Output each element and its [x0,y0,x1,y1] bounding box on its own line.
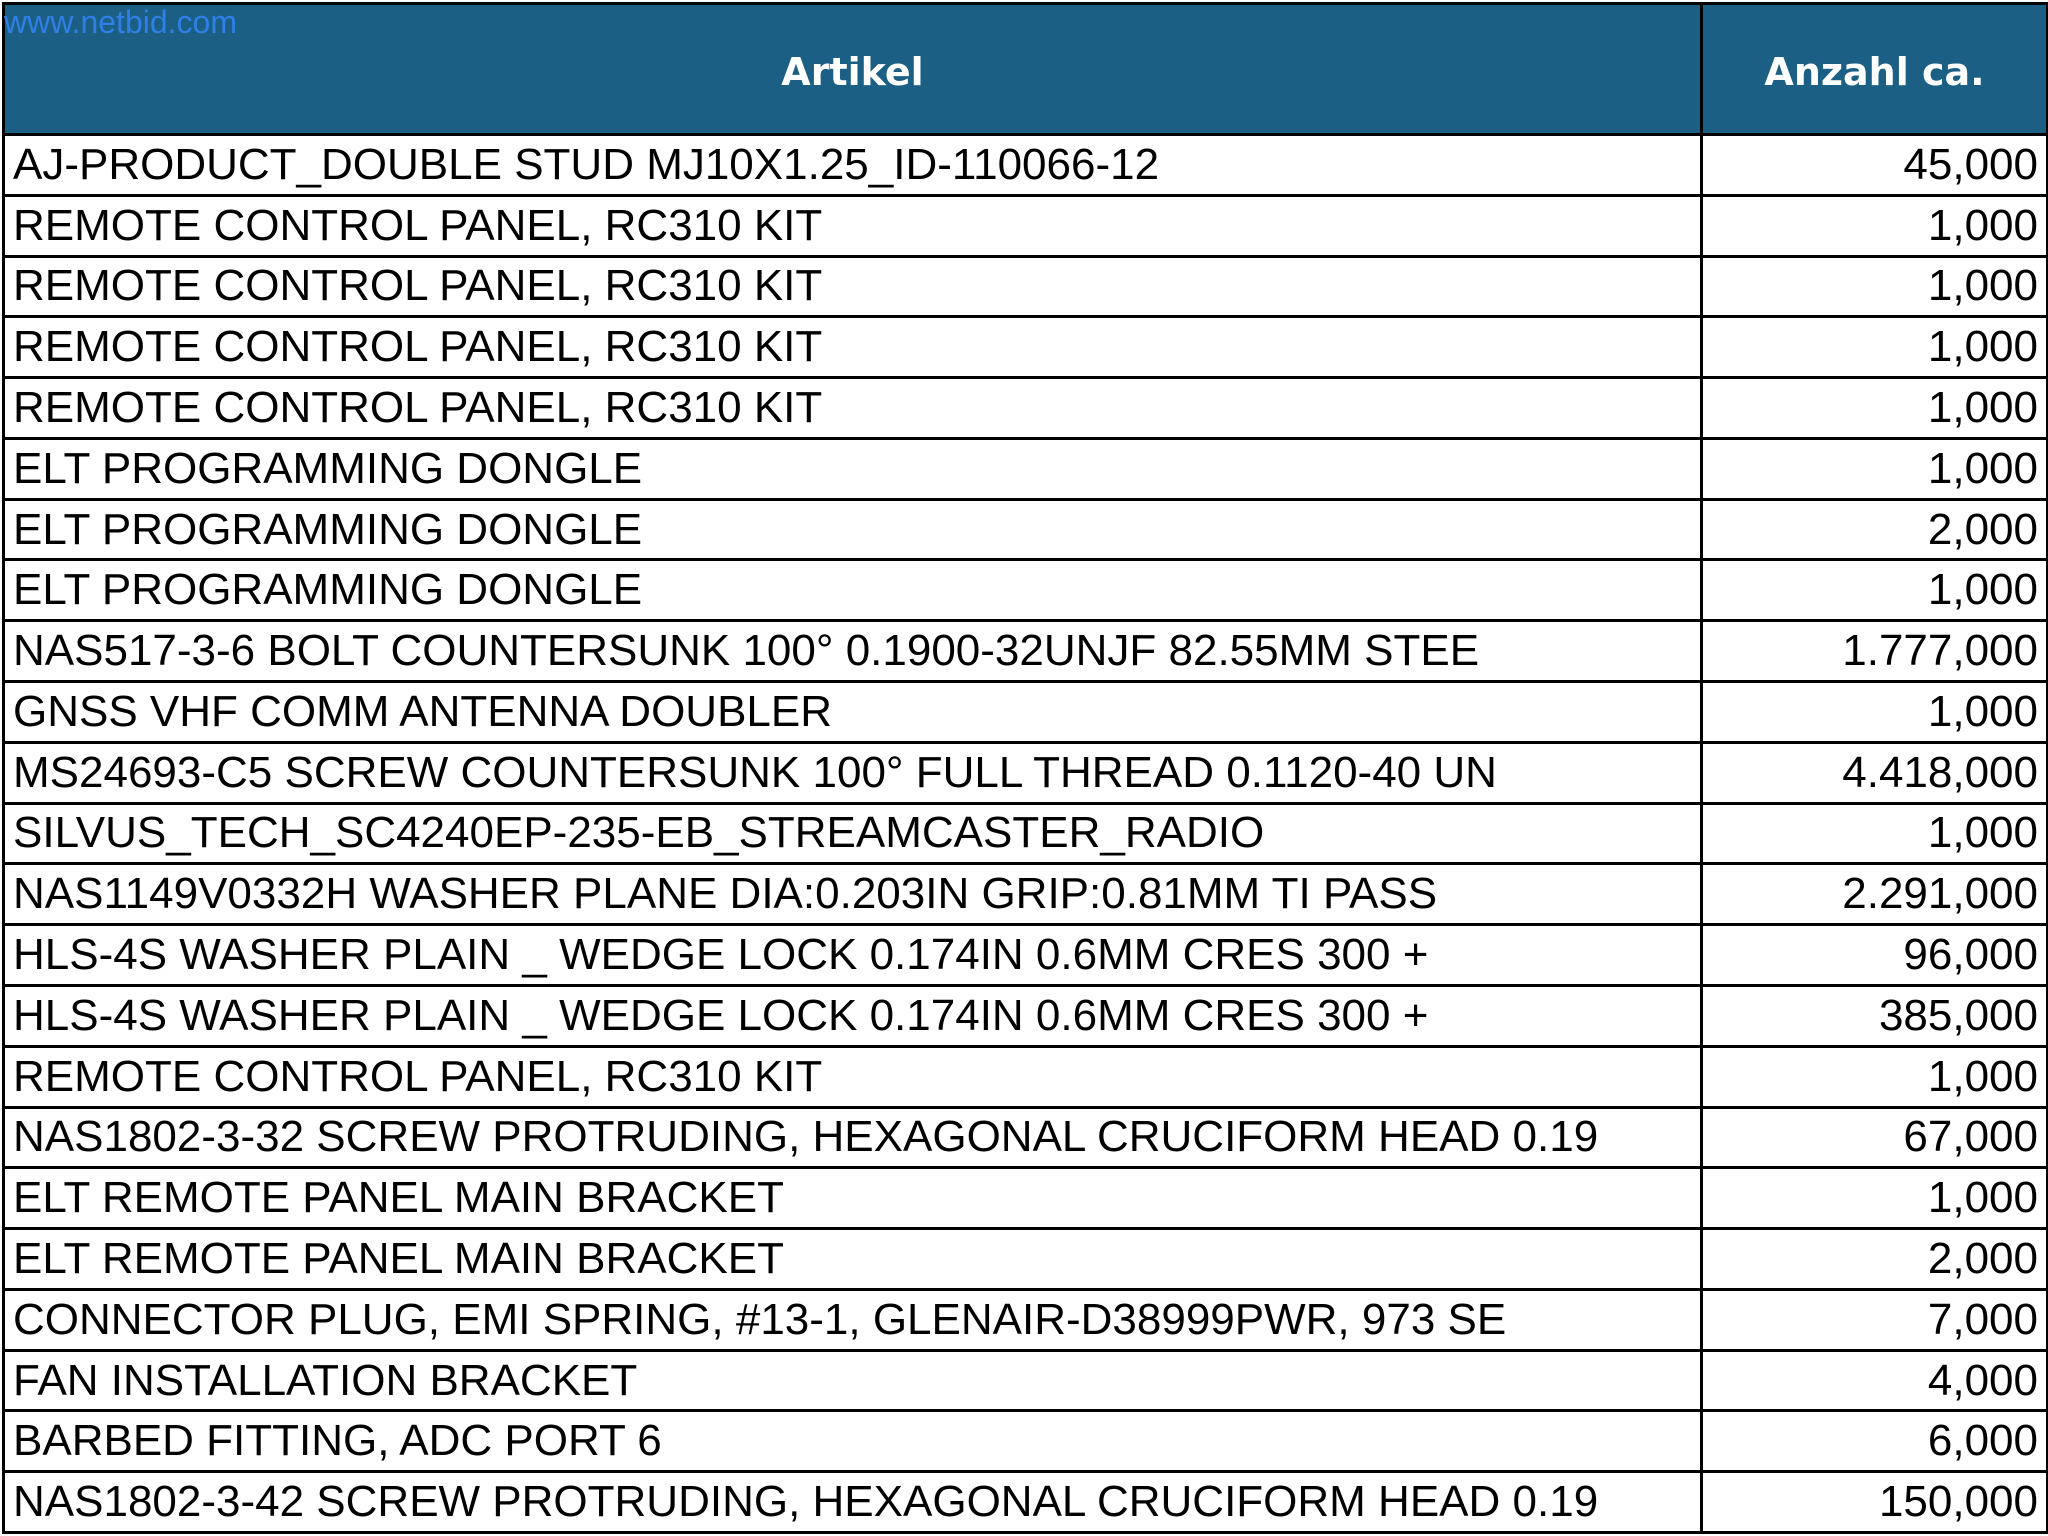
table-row [4,1289,2048,1350]
table-row [4,378,2048,439]
quantity-cell: 1,000 [1702,438,2048,499]
table-row [4,1168,2048,1229]
table-row [4,742,2048,803]
article-cell: HLS-4S WASHER PLAIN _ WEDGE LOCK 0.174IN 0.6MM CRES 300 + [4,985,1702,1046]
header-row [4,4,2048,135]
table-header [4,4,2048,135]
article-cell: REMOTE CONTROL PANEL, RC310 KIT [4,195,1702,256]
article-cell: MS24693-C5 SCREW COUNTERSUNK 100° FULL THREAD 0.1120-40 UN [4,742,1702,803]
table-row [4,621,2048,682]
article-cell: REMOTE CONTROL PANEL, RC310 KIT [4,317,1702,378]
column-header-article: Artikel [4,4,1702,135]
article-cell: ELT REMOTE PANEL MAIN BRACKET [4,1168,1702,1229]
quantity-cell: 2,000 [1702,1229,2048,1290]
article-cell: ELT PROGRAMMING DONGLE [4,438,1702,499]
column-header-quantity: Anzahl ca. [1702,4,2048,135]
quantity-cell: 2.291,000 [1702,864,2048,925]
article-cell: CONNECTOR PLUG, EMI SPRING, #13-1, GLENAIR-D38999PWR, 973 SE [4,1289,1702,1350]
quantity-cell: 7,000 [1702,1289,2048,1350]
table-row [4,317,2048,378]
article-cell: ELT PROGRAMMING DONGLE [4,560,1702,621]
article-cell: BARBED FITTING, ADC PORT 6 [4,1411,1702,1472]
quantity-cell: 1,000 [1702,1046,2048,1107]
article-cell: REMOTE CONTROL PANEL, RC310 KIT [4,256,1702,317]
table-row [4,499,2048,560]
article-cell: FAN INSTALLATION BRACKET [4,1350,1702,1411]
article-cell: AJ-PRODUCT_DOUBLE STUD MJ10X1.25_ID-110066-12 [4,135,1702,196]
quantity-cell: 1,000 [1702,682,2048,743]
article-cell: SILVUS_TECH_SC4240EP-235-EB_STREAMCASTER_RADIO [4,803,1702,864]
table-row [4,925,2048,986]
table-row [4,803,2048,864]
article-cell: NAS517-3-6 BOLT COUNTERSUNK 100° 0.1900-32UNJF 82.55MM STEE [4,621,1702,682]
quantity-cell: 1,000 [1702,256,2048,317]
table-row [4,256,2048,317]
table-row [4,1046,2048,1107]
quantity-cell: 2,000 [1702,499,2048,560]
article-cell: ELT PROGRAMMING DONGLE [4,499,1702,560]
table-row [4,560,2048,621]
table-row [4,1411,2048,1472]
quantity-cell: 150,000 [1702,1472,2048,1533]
quantity-cell: 1,000 [1702,195,2048,256]
table-row [4,1350,2048,1411]
article-cell: GNSS VHF COMM ANTENNA DOUBLER [4,682,1702,743]
quantity-cell: 1,000 [1702,317,2048,378]
article-cell: REMOTE CONTROL PANEL, RC310 KIT [4,378,1702,439]
article-cell: REMOTE CONTROL PANEL, RC310 KIT [4,1046,1702,1107]
table-row [4,135,2048,196]
quantity-cell: 1,000 [1702,1168,2048,1229]
table-row [4,864,2048,925]
table-row [4,1229,2048,1290]
quantity-cell: 45,000 [1702,135,2048,196]
article-cell: NAS1802-3-42 SCREW PROTRUDING, HEXAGONAL CRUCIFORM HEAD 0.19 [4,1472,1702,1533]
article-cell: NAS1149V0332H WASHER PLANE DIA:0.203IN GRIP:0.81MM TI PASS [4,864,1702,925]
quantity-cell: 4,000 [1702,1350,2048,1411]
table-row [4,1107,2048,1168]
quantity-cell: 1.777,000 [1702,621,2048,682]
quantity-cell: 96,000 [1702,925,2048,986]
table-row [4,1472,2048,1533]
table-row [4,438,2048,499]
table-body [4,135,2048,1533]
quantity-cell: 1,000 [1702,560,2048,621]
quantity-cell: 67,000 [1702,1107,2048,1168]
article-cell: NAS1802-3-32 SCREW PROTRUDING, HEXAGONAL CRUCIFORM HEAD 0.19 [4,1107,1702,1168]
quantity-cell: 1,000 [1702,378,2048,439]
quantity-cell: 1,000 [1702,803,2048,864]
table-row [4,985,2048,1046]
table-row [4,682,2048,743]
article-cell: HLS-4S WASHER PLAIN _ WEDGE LOCK 0.174IN 0.6MM CRES 300 + [4,925,1702,986]
table-row [4,195,2048,256]
article-cell: ELT REMOTE PANEL MAIN BRACKET [4,1229,1702,1290]
quantity-cell: 6,000 [1702,1411,2048,1472]
quantity-cell: 4.418,000 [1702,742,2048,803]
article-quantity-table [2,2,2048,1534]
netbid-watermark: www.netbid.com [4,4,237,40]
quantity-cell: 385,000 [1702,985,2048,1046]
